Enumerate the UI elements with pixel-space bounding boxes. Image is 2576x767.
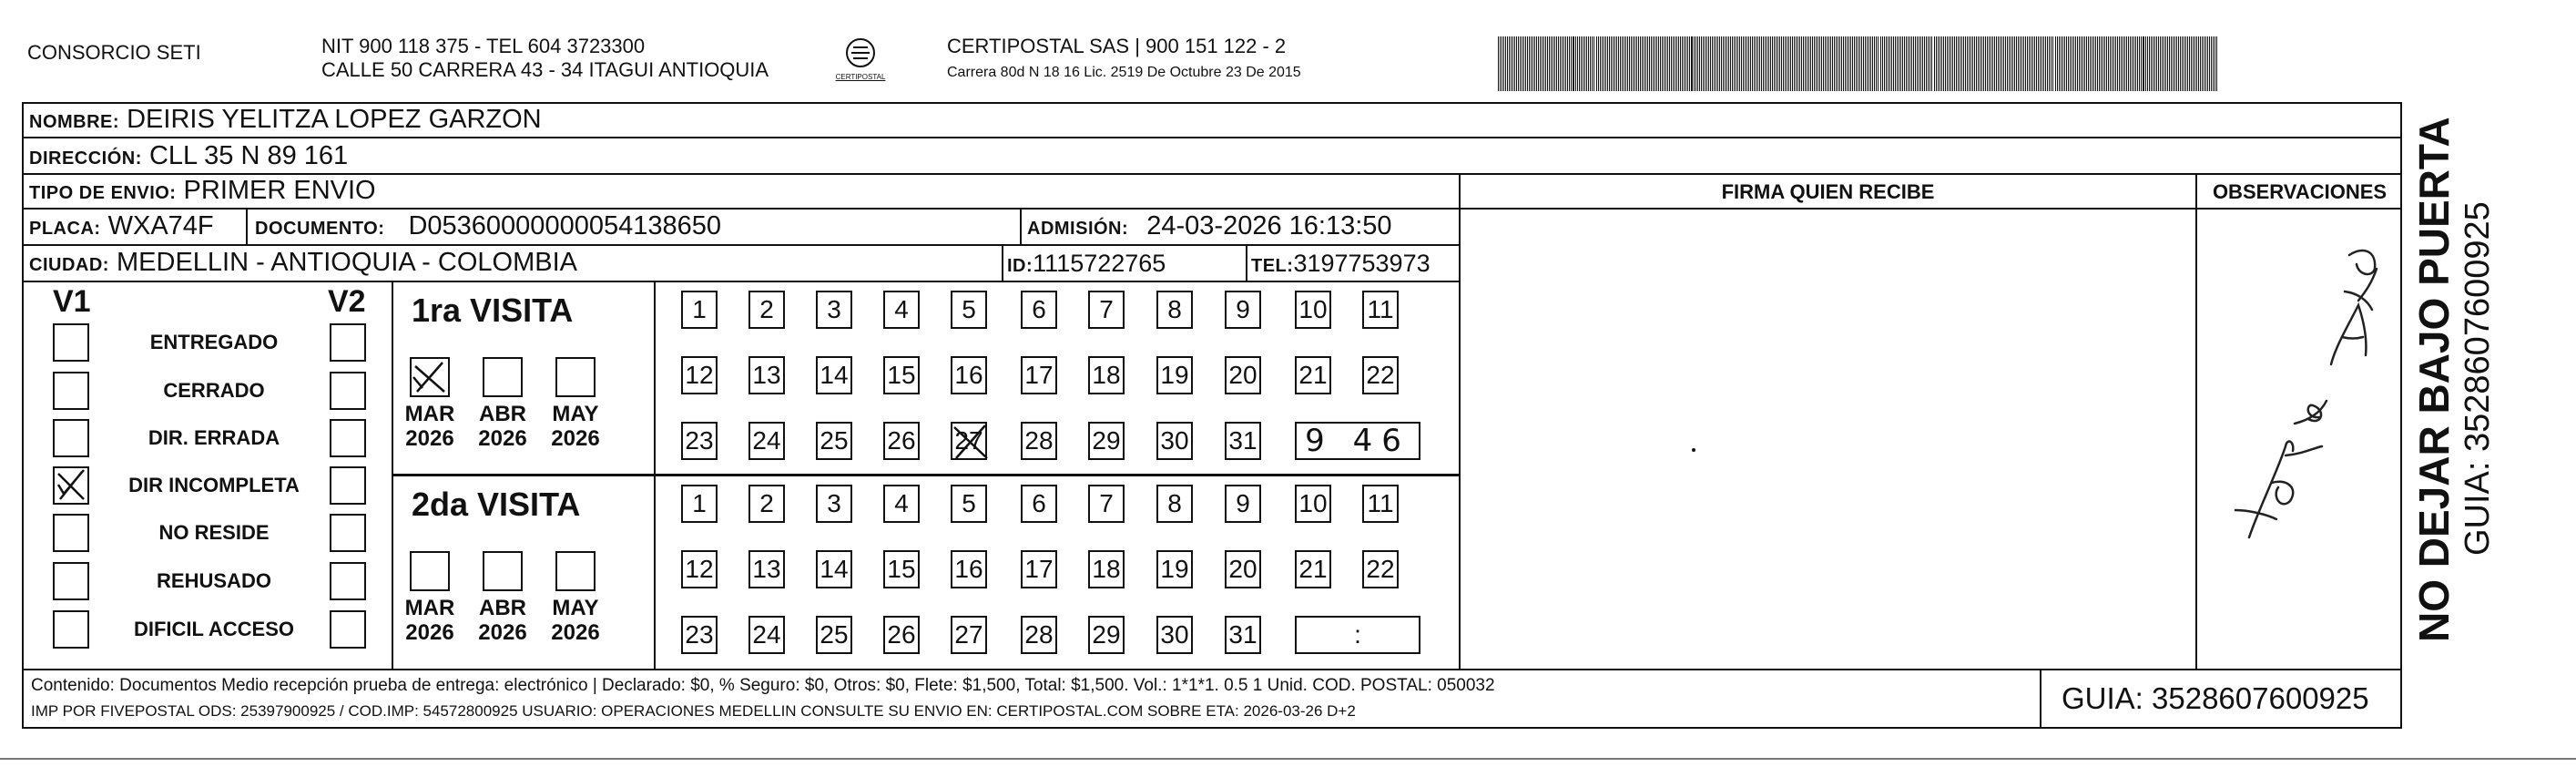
month-label	[402, 402, 457, 451]
day-box[interactable]: 5	[951, 485, 987, 523]
day-box[interactable]: 1	[681, 485, 718, 523]
status-v2-checkbox[interactable]	[330, 419, 366, 457]
tel-label: TEL:	[1251, 256, 1294, 276]
day-box[interactable]: 28	[1021, 616, 1057, 654]
day-box[interactable]: 22	[1362, 550, 1399, 588]
day-box[interactable]: 5	[951, 291, 987, 329]
day-box[interactable]: 4	[883, 485, 920, 523]
document-value: D05360000000054138650	[408, 211, 721, 240]
day-box[interactable]: 14	[816, 550, 852, 588]
day-box[interactable]: 19	[1156, 550, 1193, 588]
month-year: 2026	[405, 426, 454, 451]
plate-field	[29, 210, 214, 244]
status-label: DIFICIL ACCESO	[133, 618, 294, 640]
time-box[interactable]: :	[1295, 616, 1420, 654]
id-label: ID:	[1007, 256, 1033, 276]
month-checkbox[interactable]	[555, 551, 596, 591]
day-box[interactable]: 31	[1225, 616, 1261, 654]
day-box[interactable]: 1	[681, 291, 718, 329]
day-box[interactable]: 22	[1362, 356, 1399, 394]
month-year: 2026	[551, 620, 600, 645]
admission-value: 24-03-2026 16:13:50	[1146, 211, 1392, 240]
signature-dot	[1692, 448, 1695, 452]
name-row	[29, 104, 542, 138]
tel-value: 3197753973	[1293, 250, 1431, 277]
day-box[interactable]: 26	[883, 616, 920, 654]
day-box[interactable]: 4	[883, 291, 920, 329]
day-cross-mark	[952, 424, 989, 466]
day-box[interactable]: 2	[748, 485, 785, 523]
id-value: 1115722765	[1033, 250, 1166, 277]
day-box[interactable]: 11	[1362, 485, 1399, 523]
status-label: NO RESIDE	[158, 521, 270, 544]
day-box[interactable]: 14	[816, 356, 852, 394]
day-box[interactable]: 18	[1088, 550, 1125, 588]
day-box[interactable]: 31	[1225, 422, 1261, 460]
day-box[interactable]: 13	[748, 550, 785, 588]
admission-field	[1027, 210, 1392, 244]
month-label	[402, 596, 457, 645]
observations-header: OBSERVACIONES	[2212, 180, 2388, 203]
month-checkbox[interactable]	[410, 357, 450, 397]
day-box[interactable]: 20	[1225, 356, 1261, 394]
signature-header: FIRMA QUIEN RECIBE	[1721, 180, 1935, 203]
status-v2-checkbox[interactable]	[330, 466, 366, 505]
status-label: ENTREGADO	[149, 331, 279, 353]
day-box[interactable]: 27	[951, 422, 987, 460]
status-label: CERRADO	[163, 379, 265, 402]
day-box[interactable]: 20	[1225, 550, 1261, 588]
status-v1-checkbox[interactable]	[53, 466, 89, 505]
city-field	[29, 247, 577, 281]
nit-line: NIT 900 118 375 - TEL 604 3723300	[321, 35, 646, 57]
month-label	[475, 596, 530, 645]
day-box[interactable]: 24	[748, 616, 785, 654]
day-box[interactable]: 12	[681, 550, 718, 588]
month-checkbox[interactable]	[483, 551, 523, 591]
status-v2-checkbox[interactable]	[330, 372, 366, 410]
send-type-row	[29, 175, 376, 209]
day-box[interactable]: 2	[748, 291, 785, 329]
logo-text: CERTIPOSTAL	[835, 73, 886, 81]
city-label: CIUDAD:	[29, 255, 109, 275]
status-v1-checkbox[interactable]	[53, 372, 89, 410]
day-box[interactable]: 23	[681, 616, 718, 654]
day-box[interactable]: 17	[1021, 550, 1057, 588]
certipostal-logo	[833, 35, 888, 89]
city-value: MEDELLIN - ANTIOQUIA - COLOMBIA	[117, 248, 577, 277]
day-box[interactable]: 3	[816, 485, 852, 523]
status-v1-checkbox[interactable]	[53, 610, 89, 649]
day-box[interactable]: 12	[681, 356, 718, 394]
status-v1-checkbox[interactable]	[53, 562, 89, 600]
day-box[interactable]: 26	[883, 422, 920, 460]
day-box[interactable]: 29	[1088, 422, 1125, 460]
barcode	[1498, 36, 2221, 91]
footer-line-1: Contenido: Documentos Medio recepción prueba de entrega: electrónico | Declarado: $0, % Seguro: $0, Otros: $0, Flete: $1,500, Total: $1,500. Vol.: 1*1*1. 0.5 1 Unid. COD. POSTAL: 050032	[31, 676, 1495, 695]
month-name: ABR	[479, 596, 526, 620]
plate-label: PLACA:	[29, 219, 101, 239]
status-v1-checkbox[interactable]	[53, 514, 89, 552]
day-box[interactable]: 21	[1295, 550, 1331, 588]
day-box[interactable]: 15	[883, 550, 920, 588]
v1-label: V1	[53, 284, 91, 319]
status-v2-checkbox[interactable]	[330, 323, 366, 362]
day-box[interactable]: 28	[1021, 422, 1057, 460]
status-v2-checkbox[interactable]	[330, 562, 366, 600]
v2-label: V2	[328, 284, 366, 319]
document-label: DOCUMENTO:	[255, 219, 385, 239]
day-box[interactable]: 6	[1021, 291, 1057, 329]
month-checkbox[interactable]	[483, 357, 523, 397]
send-type-value: PRIMER ENVIO	[183, 176, 376, 205]
status-label: DIR. ERRADA	[148, 426, 280, 449]
day-box[interactable]: 30	[1156, 616, 1193, 654]
day-box[interactable]: 21	[1295, 356, 1331, 394]
status-v2-checkbox[interactable]	[330, 610, 366, 649]
month-name: MAR	[404, 596, 455, 620]
name-label: NOMBRE:	[29, 112, 120, 132]
plate-value: WXA74F	[107, 211, 214, 240]
day-box[interactable]: 11	[1362, 291, 1399, 329]
day-box[interactable]: 9	[1225, 485, 1261, 523]
day-box[interactable]: 18	[1088, 356, 1125, 394]
day-box[interactable]: 3	[816, 291, 852, 329]
footer-line-2: IMP POR FIVEPOSTAL ODS: 25397900925 / COD.IMP: 54572800925 USUARIO: OPERACIONES MEDELLIN CONSULTE SU ENVIO EN: CERTIPOSTAL.COM SOBRE ETA: 2026-03-26 D+2	[31, 702, 1356, 720]
day-box[interactable]: 25	[816, 422, 852, 460]
day-box[interactable]: 13	[748, 356, 785, 394]
side-guia: GUIA: 3528607600925	[2459, 201, 2497, 556]
day-box[interactable]: 16	[951, 356, 987, 394]
certipostal-line: CERTIPOSTAL SAS | 900 151 122 - 2	[947, 35, 1287, 57]
day-box[interactable]: 25	[816, 616, 852, 654]
status-v1-checkbox[interactable]	[53, 419, 89, 457]
month-label	[475, 402, 530, 451]
time-box[interactable]: 9 46	[1295, 422, 1420, 460]
day-box[interactable]: 8	[1156, 485, 1193, 523]
day-box[interactable]: 19	[1156, 356, 1193, 394]
month-label	[548, 402, 603, 451]
day-box[interactable]: 7	[1088, 485, 1125, 523]
status-label: DIR INCOMPLETA	[128, 474, 300, 496]
month-name: MAY	[552, 402, 599, 426]
month-year: 2026	[405, 620, 454, 645]
month-name: ABR	[479, 402, 526, 426]
month-label	[548, 596, 603, 645]
observations-handwriting	[2222, 237, 2386, 583]
month-year: 2026	[478, 620, 527, 645]
day-box[interactable]: 23	[681, 422, 718, 460]
send-type-label: TIPO DE ENVIO:	[29, 183, 177, 203]
address-label: DIRECCIÓN:	[29, 148, 142, 169]
license-line: Carrera 80d N 18 16 Lic. 2519 De Octubre 23 De 2015	[947, 65, 1301, 80]
day-box[interactable]: 30	[1156, 422, 1193, 460]
day-box[interactable]: 24	[748, 422, 785, 460]
status-label: REHUSADO	[157, 569, 271, 592]
month-year: 2026	[551, 426, 600, 451]
month-checkbox[interactable]	[555, 357, 596, 397]
recipient-name: DEIRIS YELITZA LOPEZ GARZON	[127, 105, 542, 134]
month-checkbox[interactable]	[410, 551, 450, 591]
tel-field	[1251, 248, 1431, 281]
admission-label: ADMISIÓN:	[1027, 219, 1129, 239]
month-name: MAY	[552, 596, 599, 620]
day-box[interactable]: 17	[1021, 356, 1057, 394]
month-name: MAR	[404, 402, 455, 426]
day-box[interactable]: 9	[1225, 291, 1261, 329]
visit-title: 2da VISITA	[412, 486, 581, 523]
day-box[interactable]: 6	[1021, 485, 1057, 523]
id-field	[1007, 248, 1166, 281]
day-box[interactable]: 7	[1088, 291, 1125, 329]
day-box[interactable]: 16	[951, 550, 987, 588]
day-box[interactable]: 15	[883, 356, 920, 394]
side-notice: NO DEJAR BAJO PUERTA	[2410, 117, 2458, 642]
day-box[interactable]: 10	[1295, 485, 1331, 523]
address-line: CALLE 50 CARRERA 43 - 34 ITAGUI ANTIOQUIA	[321, 58, 769, 81]
status-v1-checkbox[interactable]	[53, 323, 89, 362]
footer-guia: GUIA: 3528607600925	[2062, 681, 2369, 715]
company-name: CONSORCIO SETI	[27, 41, 201, 64]
address-row	[29, 140, 348, 174]
recipient-address: CLL 35 N 89 161	[148, 141, 349, 170]
visit-title: 1ra VISITA	[412, 291, 574, 329]
day-box[interactable]: 27	[951, 616, 987, 654]
day-box[interactable]: 29	[1088, 616, 1125, 654]
status-v2-checkbox[interactable]	[330, 514, 366, 552]
day-box[interactable]: 10	[1295, 291, 1331, 329]
day-box[interactable]: 8	[1156, 291, 1193, 329]
document-field	[255, 210, 721, 244]
month-year: 2026	[478, 426, 527, 451]
